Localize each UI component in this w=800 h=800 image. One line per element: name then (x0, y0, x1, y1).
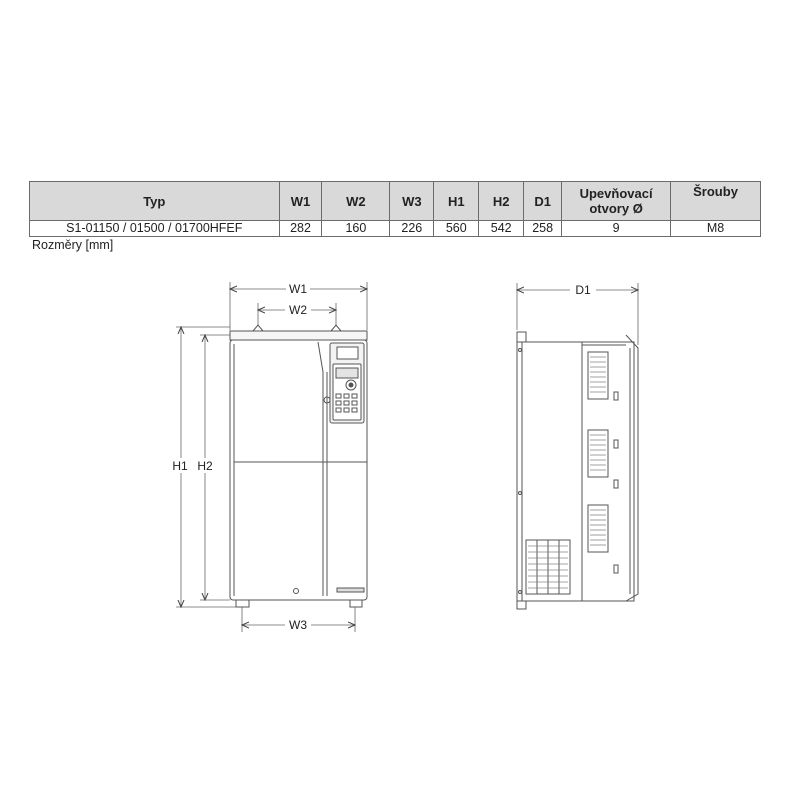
cell-mounting-holes: 9 (562, 221, 671, 237)
header-w3: W3 (390, 182, 434, 221)
header-h2: H2 (479, 182, 524, 221)
label-h1: H1 (172, 459, 188, 473)
cell-h1: 560 (434, 221, 479, 237)
header-mounting-holes: Upevňovací otvory Ø (562, 182, 671, 221)
header-h1: H1 (434, 182, 479, 221)
cell-w3: 226 (390, 221, 434, 237)
cell-d1: 258 (524, 221, 562, 237)
label-w1: W1 (289, 282, 307, 296)
cell-h2: 542 (479, 221, 524, 237)
header-screws: Šrouby (671, 182, 761, 221)
cell-w2: 160 (322, 221, 390, 237)
header-d1: D1 (524, 182, 562, 221)
header-w2: W2 (322, 182, 390, 221)
label-h2: H2 (197, 459, 213, 473)
header-w1: W1 (279, 182, 322, 221)
front-view (230, 325, 367, 607)
cell-w1: 282 (279, 221, 322, 237)
units-label: Rozměry [mm] (32, 238, 114, 252)
label-d1: D1 (575, 283, 591, 297)
header-typ: Typ (30, 182, 280, 221)
cell-screws: M8 (671, 221, 761, 237)
side-view (517, 332, 638, 609)
cell-type: S1-01150 / 01500 / 01700HFEF (30, 221, 280, 237)
label-w3: W3 (289, 618, 307, 632)
label-w2: W2 (289, 303, 307, 317)
